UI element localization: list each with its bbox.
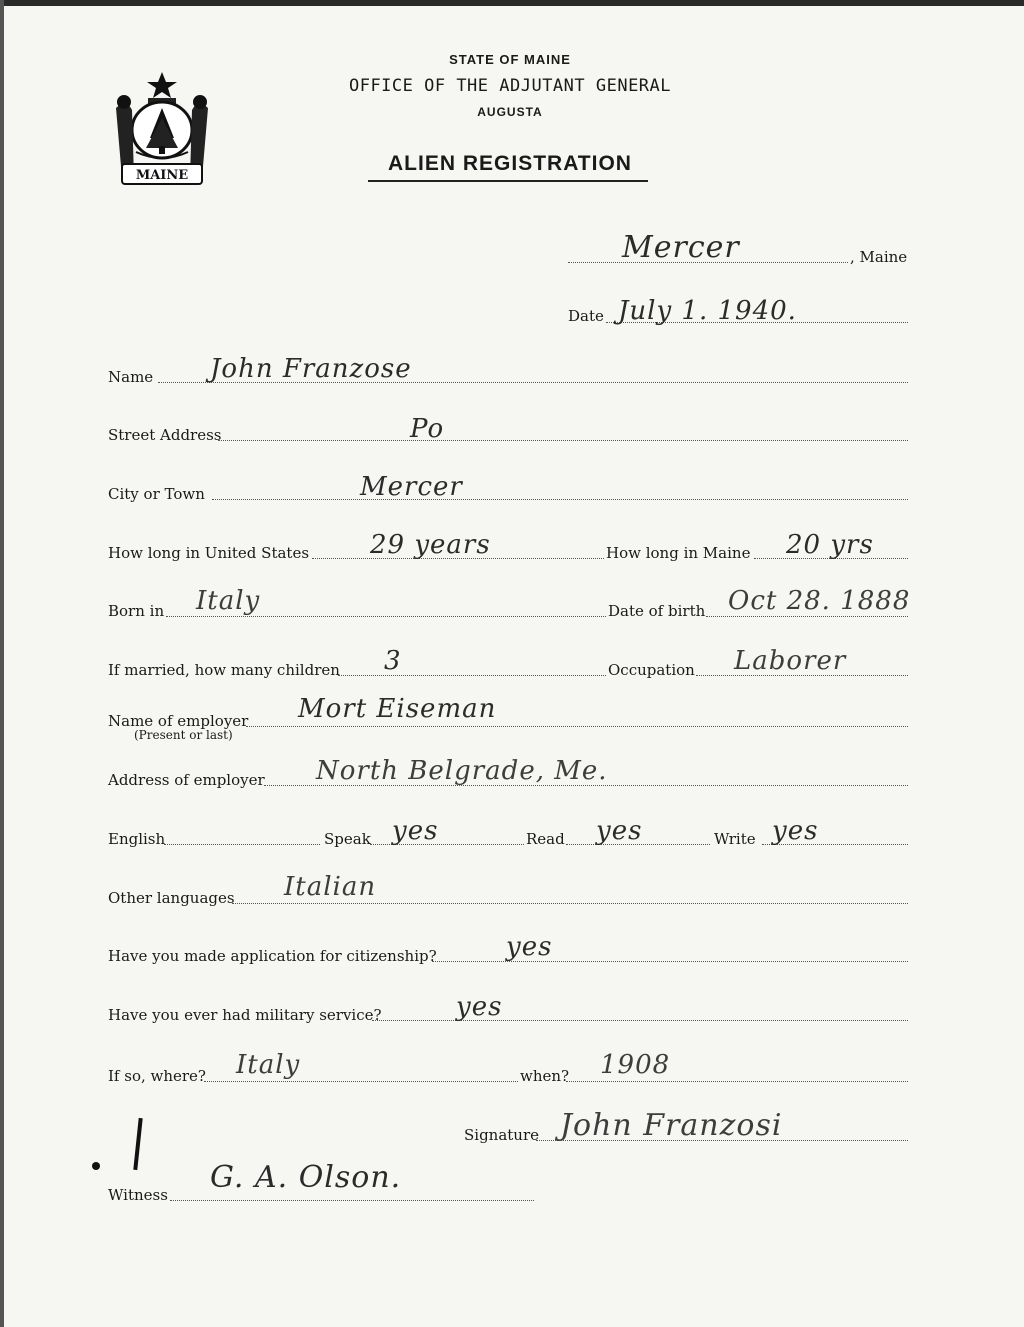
dob-label: Date of birth	[608, 602, 706, 620]
occupation-value: Laborer	[734, 646, 847, 676]
other-languages-line	[232, 903, 908, 904]
speak-value: yes	[392, 816, 439, 846]
read-value: yes	[596, 816, 643, 846]
children-label: If married, how many children	[108, 661, 340, 679]
english-label: English	[108, 830, 166, 848]
where-value: Italy	[236, 1050, 301, 1080]
where-label: If so, where?	[108, 1067, 206, 1085]
read-label: Read	[526, 830, 565, 848]
dob-value: Oct 28. 1888	[728, 586, 911, 616]
occupation-label: Occupation	[608, 661, 695, 679]
children-value: 3	[384, 646, 402, 676]
employer-sublabel: (Present or last)	[134, 728, 233, 742]
witness-line	[170, 1200, 534, 1201]
english-line	[164, 844, 320, 845]
city-value: Mercer	[360, 472, 463, 502]
maine-state-seal	[104, 68, 220, 192]
city-line	[212, 499, 908, 500]
form-title: ALIEN REGISTRATION	[388, 152, 632, 175]
witness-value: G. A. Olson.	[210, 1160, 402, 1195]
ink-spot	[92, 1162, 100, 1170]
when-line	[566, 1081, 908, 1082]
born-in-value: Italy	[196, 586, 261, 616]
military-value: yes	[456, 992, 503, 1022]
other-languages-value: Italian	[284, 872, 377, 902]
write-label: Write	[714, 830, 756, 848]
witness-label: Witness	[108, 1186, 168, 1204]
scan-border-top	[0, 0, 1024, 6]
date-value: July 1. 1940.	[618, 296, 797, 326]
street-label: Street Address	[108, 426, 222, 444]
office-heading: OFFICE OF THE ADJUTANT GENERAL	[348, 76, 672, 96]
signature-value: John Franzosi	[560, 1108, 783, 1143]
military-line	[372, 1020, 908, 1021]
city-heading: AUGUSTA	[477, 105, 543, 119]
signature-label: Signature	[464, 1126, 540, 1144]
title-underline	[368, 180, 648, 182]
maine-duration-label: How long in Maine	[606, 544, 751, 562]
when-label: when?	[520, 1067, 570, 1085]
employer-line	[246, 726, 908, 727]
when-value: 1908	[600, 1050, 671, 1080]
born-in-line	[166, 616, 606, 617]
citizenship-value: yes	[506, 932, 553, 962]
us-duration-value: 29 years	[370, 530, 491, 560]
street-value: Po	[410, 414, 445, 444]
place-suffix: , Maine	[850, 248, 908, 266]
citizenship-label: Have you made application for citizenship?	[108, 947, 437, 965]
where-line	[204, 1081, 518, 1082]
street-line	[218, 440, 908, 441]
citizenship-line	[432, 961, 908, 962]
military-label: Have you ever had military service?	[108, 1006, 382, 1024]
employer-value: Mort Eiseman	[298, 694, 497, 724]
state-heading: STATE OF MAINE	[449, 52, 571, 67]
employer-address-label: Address of employer	[108, 771, 265, 789]
city-label: City or Town	[108, 485, 205, 503]
write-value: yes	[772, 816, 819, 846]
maine-duration-value: 20 yrs	[786, 530, 874, 560]
speak-label: Speak	[324, 830, 371, 848]
scan-border-left	[0, 0, 4, 1327]
name-label: Name	[108, 368, 154, 386]
dob-line	[706, 616, 908, 617]
born-in-label: Born in	[108, 602, 165, 620]
us-duration-label: How long in United States	[108, 544, 310, 562]
date-label: Date	[568, 307, 604, 325]
employer-address-value: North Belgrade, Me.	[316, 756, 608, 786]
place-value: Mercer	[622, 230, 740, 265]
children-line	[338, 675, 606, 676]
other-languages-label: Other languages	[108, 889, 235, 907]
svg-text:MAINE: MAINE	[135, 168, 189, 183]
name-value: John Franzose	[210, 354, 412, 384]
employer-label: Name of employer	[108, 712, 249, 730]
